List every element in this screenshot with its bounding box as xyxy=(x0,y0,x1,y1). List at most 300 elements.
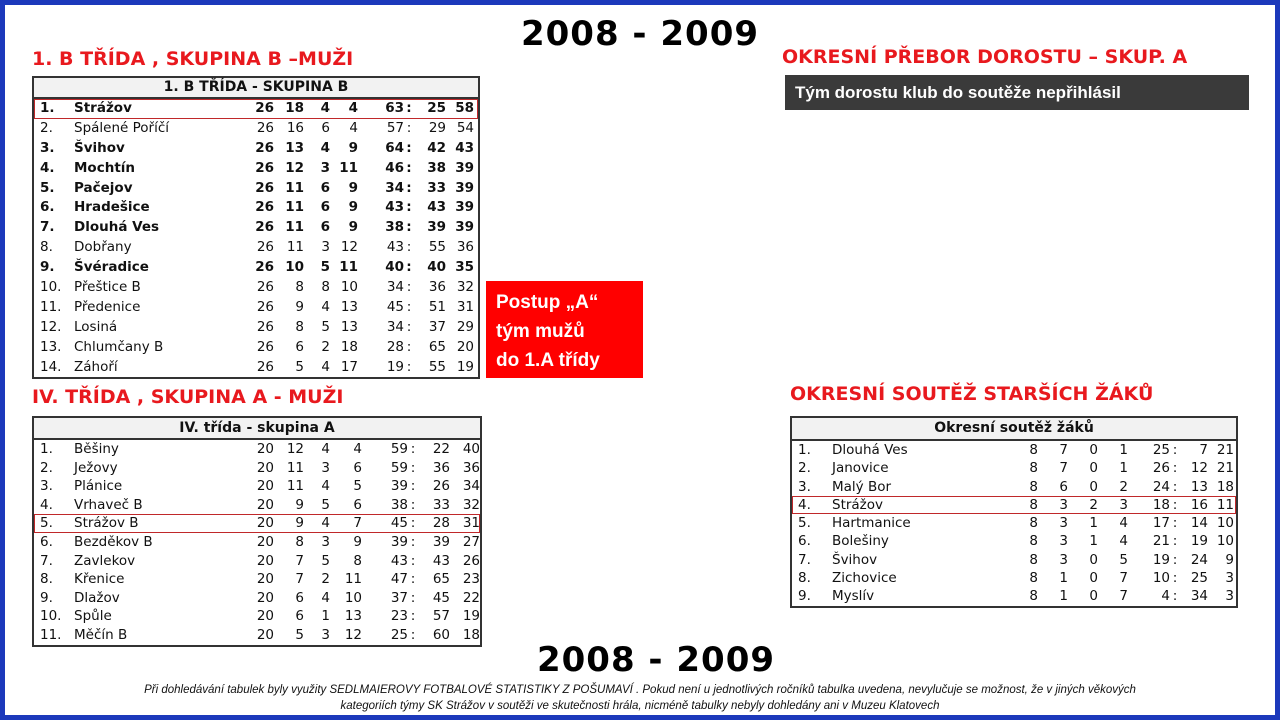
cell-score-sep: : xyxy=(1172,588,1178,605)
cell-score-sep: : xyxy=(406,199,412,216)
cell-score-sep: : xyxy=(406,358,412,375)
cell-goals-against: 39 xyxy=(427,219,446,236)
cell-wins: 11 xyxy=(285,219,304,236)
cell-draws: 4 xyxy=(321,358,330,375)
table-row xyxy=(34,589,480,608)
cell-team: Janovice xyxy=(832,460,889,477)
cell-losses: 13 xyxy=(340,298,358,315)
table-row xyxy=(792,459,1236,477)
cell-draws: 5 xyxy=(321,318,330,335)
cell-goals-against: 22 xyxy=(432,441,450,457)
cell-goals-against: 43 xyxy=(432,552,450,569)
cell-team: Vrhaveč B xyxy=(74,496,143,513)
cell-played: 26 xyxy=(256,239,274,256)
cell-losses: 1 xyxy=(1119,460,1128,477)
cell-points: 32 xyxy=(462,496,480,513)
cell-wins: 6 xyxy=(295,608,304,625)
cell-position: 14. xyxy=(40,358,62,375)
youth-note: Tým dorostu klub do soutěže nepřihlásil xyxy=(785,75,1249,110)
cell-losses: 17 xyxy=(340,358,358,375)
table-row xyxy=(34,459,480,478)
cell-points: 18 xyxy=(462,626,480,643)
cell-goals-against: 37 xyxy=(428,318,446,335)
cell-wins: 9 xyxy=(295,515,304,532)
cell-draws: 0 xyxy=(1089,570,1098,587)
cell-wins: 3 xyxy=(1059,496,1068,513)
cell-score-sep: : xyxy=(410,459,416,476)
cell-losses: 9 xyxy=(348,139,358,156)
cell-wins: 3 xyxy=(1059,551,1068,568)
cell-goals-against: 57 xyxy=(432,608,450,625)
table-row xyxy=(34,278,478,298)
cell-position: 1. xyxy=(40,441,53,457)
cell-position: 4. xyxy=(40,496,53,513)
cell-played: 8 xyxy=(1029,515,1038,532)
cell-team: Strážov B xyxy=(74,515,139,532)
cell-points: 20 xyxy=(456,338,474,355)
cell-position: 3. xyxy=(40,139,55,156)
cell-points: 36 xyxy=(456,239,474,256)
table-row xyxy=(792,441,1236,459)
cell-points: 32 xyxy=(456,279,474,296)
cell-wins: 11 xyxy=(286,239,304,256)
cell-played: 26 xyxy=(255,259,274,276)
cell-position: 10. xyxy=(40,608,62,625)
cell-score-sep: : xyxy=(1172,570,1178,587)
cell-played: 26 xyxy=(256,298,274,315)
cell-played: 8 xyxy=(1029,570,1038,587)
cell-score-sep: : xyxy=(406,119,412,136)
promotion-line-3: do 1.A třídy xyxy=(496,350,600,371)
cell-goals-for: 40 xyxy=(385,259,404,276)
cell-goals-against: 51 xyxy=(428,298,446,315)
cell-team: Chlumčany B xyxy=(74,338,164,355)
cell-goals-for: 37 xyxy=(390,589,408,606)
cell-losses: 5 xyxy=(353,478,362,495)
table-row xyxy=(792,514,1236,532)
cell-losses: 7 xyxy=(1119,588,1128,605)
cell-team: Spůle xyxy=(74,608,112,625)
cell-wins: 9 xyxy=(295,496,304,513)
cell-team: Losiná xyxy=(74,318,118,335)
cell-position: 7. xyxy=(40,552,53,569)
table-row xyxy=(34,626,480,645)
cell-draws: 4 xyxy=(320,100,330,116)
table-row xyxy=(792,587,1236,605)
cell-played: 20 xyxy=(256,533,274,550)
cell-team: Dlouhá Ves xyxy=(74,219,160,236)
cell-team: Předenice xyxy=(74,298,141,315)
cell-draws: 0 xyxy=(1089,442,1098,458)
cell-position: 3. xyxy=(798,478,811,495)
pupils-table-header: Okresní soutěž žáků xyxy=(792,418,1236,441)
cell-wins: 7 xyxy=(1059,442,1068,458)
cell-wins: 11 xyxy=(285,179,304,196)
cell-goals-for: 34 xyxy=(386,318,404,335)
cell-wins: 13 xyxy=(285,139,304,156)
cell-played: 26 xyxy=(255,179,274,196)
cell-played: 26 xyxy=(255,159,274,176)
cell-position: 2. xyxy=(40,459,53,476)
cell-wins: 1 xyxy=(1059,588,1068,605)
cell-wins: 3 xyxy=(1059,515,1068,532)
cell-played: 8 xyxy=(1029,533,1038,550)
cell-score-sep: : xyxy=(406,318,412,335)
cell-draws: 0 xyxy=(1089,588,1098,605)
cell-points: 27 xyxy=(462,533,480,550)
cell-team: Strážov xyxy=(832,496,884,513)
men-iv-table-header: IV. třída - skupina A xyxy=(34,418,480,440)
cell-score-sep: : xyxy=(1172,533,1178,550)
cell-goals-against: 14 xyxy=(1190,515,1208,532)
cell-draws: 5 xyxy=(321,496,330,513)
cell-points: 39 xyxy=(455,199,474,216)
cell-goals-for: 59 xyxy=(390,459,408,476)
table-row xyxy=(34,99,478,119)
men-b-section-title: 1. B TŘÍDA , SKUPINA B –MUŽI xyxy=(32,48,354,70)
cell-team: Strážov xyxy=(74,100,132,116)
cell-draws: 0 xyxy=(1089,551,1098,568)
cell-draws: 1 xyxy=(1089,515,1098,532)
table-row xyxy=(34,607,480,626)
cell-wins: 5 xyxy=(295,358,304,375)
cell-losses: 3 xyxy=(1119,496,1128,513)
cell-losses: 4 xyxy=(1119,533,1128,550)
cell-score-sep: : xyxy=(410,626,416,643)
cell-score-sep: : xyxy=(410,589,416,606)
cell-losses: 9 xyxy=(348,219,358,236)
cell-position: 8. xyxy=(798,570,811,587)
cell-points: 18 xyxy=(1216,478,1234,495)
cell-wins: 11 xyxy=(286,478,304,495)
cell-goals-for: 19 xyxy=(386,358,404,375)
cell-draws: 6 xyxy=(320,179,330,196)
cell-draws: 3 xyxy=(320,159,330,176)
promotion-line-1: Postup „A“ xyxy=(496,292,599,313)
cell-wins: 12 xyxy=(285,159,304,176)
cell-goals-for: 21 xyxy=(1152,533,1170,550)
cell-points: 31 xyxy=(462,515,480,532)
cell-score-sep: : xyxy=(410,496,416,513)
cell-position: 7. xyxy=(798,551,811,568)
cell-losses: 11 xyxy=(339,159,358,176)
cell-score-sep: : xyxy=(406,179,412,196)
cell-losses: 18 xyxy=(340,338,358,355)
cell-position: 9. xyxy=(40,259,55,276)
cell-goals-for: 17 xyxy=(1152,515,1170,532)
cell-goals-against: 42 xyxy=(427,139,446,156)
cell-losses: 13 xyxy=(340,318,358,335)
cell-goals-for: 34 xyxy=(386,279,404,296)
promotion-note xyxy=(486,281,643,378)
cell-points: 43 xyxy=(455,139,474,156)
cell-goals-against: 60 xyxy=(432,626,450,643)
cell-position: 9. xyxy=(40,589,53,606)
cell-goals-against: 19 xyxy=(1190,533,1208,550)
cell-wins: 7 xyxy=(295,571,304,588)
table-row xyxy=(792,551,1236,569)
cell-goals-for: 45 xyxy=(390,515,408,532)
cell-points: 34 xyxy=(462,478,480,495)
cell-team: Dlažov xyxy=(74,589,120,606)
cell-position: 11. xyxy=(40,626,62,643)
cell-position: 7. xyxy=(40,219,55,236)
cell-draws: 4 xyxy=(321,589,330,606)
cell-position: 6. xyxy=(40,533,53,550)
cell-position: 12. xyxy=(40,318,62,335)
cell-position: 6. xyxy=(40,199,55,216)
cell-goals-for: 64 xyxy=(385,139,404,156)
cell-draws: 3 xyxy=(321,533,330,550)
cell-goals-against: 25 xyxy=(427,100,446,116)
cell-losses: 4 xyxy=(349,119,358,136)
cell-points: 39 xyxy=(455,159,474,176)
cell-wins: 8 xyxy=(295,318,304,335)
promotion-line-2: tým mužů xyxy=(496,321,585,342)
table-row xyxy=(34,514,480,533)
cell-goals-for: 23 xyxy=(390,608,408,625)
cell-played: 26 xyxy=(255,100,274,116)
cell-points: 39 xyxy=(455,219,474,236)
cell-team: Křenice xyxy=(74,571,125,588)
cell-goals-against: 65 xyxy=(432,571,450,588)
cell-losses: 6 xyxy=(353,496,362,513)
cell-goals-against: 45 xyxy=(432,589,450,606)
cell-played: 20 xyxy=(256,552,274,569)
cell-losses: 10 xyxy=(344,589,362,606)
cell-team: Spálené Poříčí xyxy=(74,119,170,136)
cell-losses: 5 xyxy=(1119,551,1128,568)
table-row xyxy=(34,119,478,139)
cell-wins: 6 xyxy=(295,589,304,606)
cell-draws: 4 xyxy=(320,139,330,156)
cell-draws: 1 xyxy=(321,608,330,625)
cell-losses: 4 xyxy=(348,100,358,116)
cell-wins: 7 xyxy=(1059,460,1068,477)
table-row xyxy=(34,218,478,238)
cell-position: 13. xyxy=(40,338,62,355)
cell-position: 6. xyxy=(798,533,811,550)
cell-goals-against: 43 xyxy=(427,199,446,216)
cell-goals-against: 7 xyxy=(1199,442,1208,458)
cell-goals-for: 25 xyxy=(390,626,408,643)
cell-draws: 1 xyxy=(1089,533,1098,550)
cell-wins: 5 xyxy=(295,626,304,643)
cell-position: 9. xyxy=(798,588,811,605)
cell-goals-against: 38 xyxy=(427,159,446,176)
cell-draws: 5 xyxy=(321,552,330,569)
cell-score-sep: : xyxy=(406,259,412,276)
cell-goals-for: 39 xyxy=(390,478,408,495)
cell-losses: 9 xyxy=(353,533,362,550)
cell-goals-against: 65 xyxy=(428,338,446,355)
cell-draws: 4 xyxy=(321,298,330,315)
cell-wins: 3 xyxy=(1059,533,1068,550)
cell-draws: 6 xyxy=(321,119,330,136)
cell-goals-against: 28 xyxy=(432,515,450,532)
cell-score-sep: : xyxy=(1172,496,1178,513)
cell-draws: 0 xyxy=(1089,460,1098,477)
cell-losses: 1 xyxy=(1119,442,1128,458)
table-row xyxy=(34,552,480,571)
cell-draws: 3 xyxy=(321,459,330,476)
cell-points: 54 xyxy=(456,119,474,136)
cell-score-sep: : xyxy=(410,533,416,550)
cell-position: 4. xyxy=(798,496,811,513)
cell-goals-for: 25 xyxy=(1152,442,1170,458)
cell-played: 26 xyxy=(256,119,274,136)
cell-wins: 18 xyxy=(285,100,304,116)
cell-draws: 3 xyxy=(321,626,330,643)
table-row xyxy=(34,533,480,552)
men-iv-section-title: IV. TŘÍDA , SKUPINA A - MUŽI xyxy=(32,386,344,408)
table-row xyxy=(34,258,478,278)
cell-points: 26 xyxy=(462,552,480,569)
cell-played: 26 xyxy=(256,338,274,355)
cell-goals-against: 39 xyxy=(432,533,450,550)
cell-wins: 9 xyxy=(295,298,304,315)
cell-draws: 6 xyxy=(320,199,330,216)
cell-team: Švihov xyxy=(74,139,125,156)
cell-team: Bolešiny xyxy=(832,533,889,550)
cell-goals-for: 43 xyxy=(390,552,408,569)
table-row xyxy=(34,477,480,496)
cell-position: 8. xyxy=(40,239,53,256)
cell-played: 8 xyxy=(1029,442,1038,458)
cell-score-sep: : xyxy=(406,279,412,296)
cell-played: 8 xyxy=(1029,496,1038,513)
cell-score-sep: : xyxy=(410,515,416,532)
cell-position: 11. xyxy=(40,298,62,315)
cell-points: 10 xyxy=(1216,515,1234,532)
table-row xyxy=(792,532,1236,550)
cell-goals-against: 36 xyxy=(432,459,450,476)
cell-goals-against: 25 xyxy=(1190,570,1208,587)
cell-wins: 8 xyxy=(295,279,304,296)
cell-draws: 4 xyxy=(321,515,330,532)
cell-goals-against: 33 xyxy=(432,496,450,513)
table-row xyxy=(34,496,480,515)
cell-score-sep: : xyxy=(406,338,412,355)
cell-goals-for: 59 xyxy=(390,441,408,457)
cell-played: 20 xyxy=(256,496,274,513)
cell-score-sep: : xyxy=(410,552,416,569)
cell-team: Záhoří xyxy=(74,358,118,375)
cell-position: 5. xyxy=(40,515,53,532)
cell-played: 20 xyxy=(256,515,274,532)
cell-goals-for: 18 xyxy=(1152,496,1170,513)
cell-goals-for: 28 xyxy=(386,338,404,355)
cell-points: 39 xyxy=(455,179,474,196)
cell-losses: 9 xyxy=(348,199,358,216)
cell-goals-against: 34 xyxy=(1190,588,1208,605)
cell-points: 58 xyxy=(455,100,474,116)
cell-played: 20 xyxy=(256,571,274,588)
cell-goals-against: 16 xyxy=(1190,496,1208,513)
footnote-line-1: Při dohledávání tabulek byly využity SEDLMAIEROVY FOTBALOVÉ STATISTIKY Z POŠUMAVÍ . Pokud není u jednotlivých ročníků tabulka uvedena, nevylučuje se možnost, že v jiných věkových xyxy=(144,684,1136,696)
cell-team: Hartmanice xyxy=(832,515,911,532)
cell-goals-for: 19 xyxy=(1152,551,1170,568)
cell-draws: 4 xyxy=(321,478,330,495)
cell-losses: 12 xyxy=(344,626,362,643)
table-row xyxy=(34,238,478,258)
cell-points: 36 xyxy=(462,459,480,476)
cell-played: 20 xyxy=(256,478,274,495)
cell-position: 2. xyxy=(798,460,811,477)
table-row xyxy=(34,159,478,179)
table-row xyxy=(792,496,1236,514)
cell-wins: 6 xyxy=(295,338,304,355)
cell-played: 26 xyxy=(255,219,274,236)
cell-team: Mochtín xyxy=(74,159,136,176)
cell-losses: 4 xyxy=(1119,515,1128,532)
cell-wins: 10 xyxy=(285,259,304,276)
pupils-standings-table xyxy=(790,416,1238,608)
cell-losses: 12 xyxy=(340,239,358,256)
table-row xyxy=(792,569,1236,587)
cell-goals-for: 38 xyxy=(390,496,408,513)
cell-team: Hradešice xyxy=(74,199,150,216)
cell-goals-against: 12 xyxy=(1190,460,1208,477)
cell-losses: 13 xyxy=(344,608,362,625)
cell-losses: 8 xyxy=(353,552,362,569)
cell-wins: 8 xyxy=(295,533,304,550)
cell-draws: 4 xyxy=(321,441,330,457)
cell-goals-for: 47 xyxy=(390,571,408,588)
cell-team: Myslív xyxy=(832,588,875,605)
cell-played: 26 xyxy=(256,279,274,296)
cell-position: 1. xyxy=(798,442,811,458)
cell-points: 21 xyxy=(1216,460,1234,477)
cell-played: 8 xyxy=(1029,588,1038,605)
cell-points: 29 xyxy=(456,318,474,335)
cell-wins: 6 xyxy=(1059,478,1068,495)
cell-position: 5. xyxy=(40,179,55,196)
cell-goals-for: 10 xyxy=(1152,570,1170,587)
men-b-standings-table xyxy=(32,76,480,379)
cell-goals-against: 26 xyxy=(432,478,450,495)
cell-goals-against: 29 xyxy=(428,119,446,136)
cell-goals-against: 36 xyxy=(428,279,446,296)
cell-score-sep: : xyxy=(410,571,416,588)
cell-score-sep: : xyxy=(1172,515,1178,532)
table-row xyxy=(34,298,478,318)
youth-section-title: OKRESNÍ PŘEBOR DOROSTU – SKUP. A xyxy=(782,46,1188,68)
men-b-table-header: 1. B TŘÍDA - SKUPINA B xyxy=(34,78,478,99)
cell-team: Ježovy xyxy=(74,459,118,476)
cell-score-sep: : xyxy=(406,239,412,256)
table-row xyxy=(34,198,478,218)
cell-score-sep: : xyxy=(1172,460,1178,477)
cell-played: 26 xyxy=(255,199,274,216)
cell-wins: 12 xyxy=(286,441,304,457)
cell-goals-against: 24 xyxy=(1190,551,1208,568)
cell-goals-for: 38 xyxy=(385,219,404,236)
cell-losses: 11 xyxy=(339,259,358,276)
cell-wins: 11 xyxy=(286,459,304,476)
cell-played: 20 xyxy=(256,441,274,457)
cell-score-sep: : xyxy=(410,608,416,625)
cell-draws: 2 xyxy=(321,571,330,588)
footnote-line-2: kategoriích týmy SK Strážov v soutěži ve skutečnosti hrála, nicméně tabulky nebyly dohledány ani v Muzeu Klatovech xyxy=(340,700,940,712)
cell-team: Malý Bor xyxy=(832,478,892,495)
cell-played: 26 xyxy=(256,358,274,375)
cell-score-sep: : xyxy=(1172,551,1178,568)
cell-losses: 6 xyxy=(353,459,362,476)
table-row xyxy=(792,478,1236,496)
cell-goals-for: 63 xyxy=(385,100,404,116)
cell-points: 19 xyxy=(456,358,474,375)
